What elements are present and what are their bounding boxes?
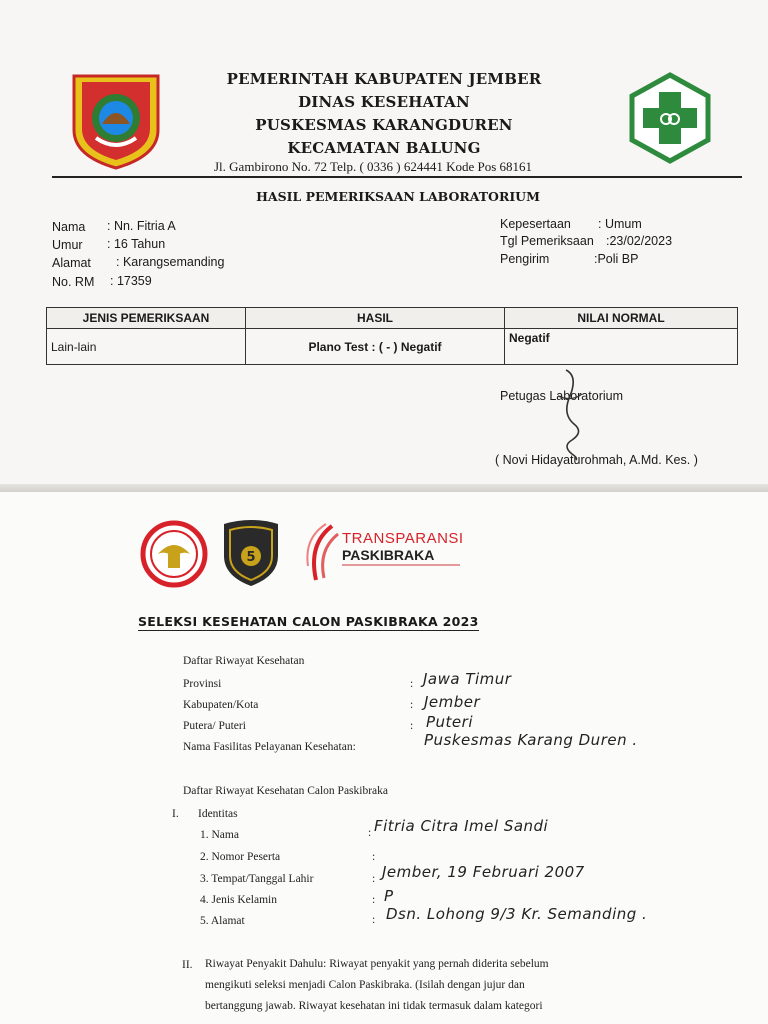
- riwayat-line2: mengikuti seleksi menjadi Calon Paskibraka. (Isilah dengan jujur dan: [205, 979, 525, 991]
- logo-text-paskibraka: PASKIBRAKA: [342, 547, 435, 563]
- nama-colon: :: [368, 827, 372, 839]
- transparansi-swoosh-icon: [302, 522, 340, 584]
- petugas-name: ( Novi Hidayaturohmah, A.Md. Kes. ): [495, 453, 698, 467]
- nama-value: : Nn. Fitria A: [107, 219, 176, 233]
- umur-value: : 16 Tahun: [107, 237, 166, 251]
- table-header-row: [47, 308, 738, 329]
- riwayat-line1: Riwayat Penyakit Dahulu: Riwayat penyakit yang pernah diderita sebelum: [205, 958, 549, 970]
- table-cell: Negatif: [505, 329, 738, 365]
- kepesertaan-label: Kepesertaan: [500, 217, 571, 231]
- form-title: SELEKSI KESEHATAN CALON PASKIBRAKA 2023: [138, 614, 479, 629]
- provinsi-value: Jawa Timur: [423, 670, 512, 688]
- provinsi-label: Provinsi: [183, 678, 222, 690]
- header-line2: DINAS KESEHATAN: [298, 93, 470, 111]
- kabkota-label: Kabupaten/Kota: [183, 699, 259, 711]
- table-header-cell: JENIS PEMERIKSAAN: [47, 308, 246, 329]
- table-row: [47, 329, 738, 365]
- header-line4: KECAMATAN BALUNG: [287, 139, 481, 157]
- umur-label: Umur: [52, 238, 83, 252]
- nama-value: Fitria Citra Imel Sandi: [374, 817, 549, 835]
- logo-text-transparansi: TRANSPARANSI: [342, 530, 464, 547]
- section-a-heading: Daftar Riwayat Kesehatan: [183, 655, 305, 667]
- kabkota-colon: :: [410, 699, 414, 711]
- table-cell: Plano Test : ( - ) Negatif: [246, 329, 505, 365]
- puteri-colon: :: [410, 720, 414, 732]
- provinsi-colon: :: [410, 678, 414, 690]
- norm-label: No. RM: [52, 275, 95, 289]
- table-header-cell: NILAI NORMAL: [505, 308, 738, 329]
- svg-text:5: 5: [246, 550, 256, 565]
- faskes-value: Puskesmas Karang Duren .: [424, 731, 638, 749]
- riwayat-num: II.: [182, 959, 193, 971]
- logo-tagline-line: [342, 564, 460, 566]
- nama-label: Nama: [52, 220, 86, 234]
- nomor-label: 2. Nomor Peserta: [200, 851, 281, 863]
- header-divider: [52, 176, 742, 178]
- garuda-emblem-icon: [138, 520, 210, 588]
- section-b-heading: Daftar Riwayat Kesehatan Calon Paskibraka: [183, 785, 389, 797]
- alamat-value: : Karangsemanding: [116, 255, 225, 269]
- pengirim-value: :Poli BP: [594, 252, 639, 266]
- paskibraka-shield-icon: [220, 518, 282, 588]
- puteri-label: Putera/ Puteri: [183, 720, 246, 732]
- faskes-label: Nama Fasilitas Pelayanan Kesehatan:: [183, 741, 356, 753]
- nama-label: 1. Nama: [200, 829, 239, 841]
- identitas-label: Identitas: [198, 808, 238, 820]
- kabkota-value: Jember: [424, 693, 481, 711]
- pengirim-label: Pengirim: [500, 252, 550, 266]
- kepesertaan-value: : Umum: [598, 217, 642, 231]
- jk-value: P: [384, 887, 394, 905]
- puteri-value: Puteri: [426, 713, 473, 731]
- alamat-label: 5. Alamat: [200, 915, 245, 927]
- tgl-label: Tgl Pemeriksaan: [500, 234, 594, 248]
- jk-label: 4. Jenis Kelamin: [200, 894, 277, 906]
- lab-results-table: [46, 307, 738, 365]
- lab-title: HASIL PEMERIKSAAN LABORATORIUM: [256, 189, 540, 204]
- ttl-colon: :: [372, 873, 376, 885]
- petugas-label: Petugas Laboratorium: [500, 389, 623, 403]
- jk-colon: :: [372, 894, 376, 906]
- alamat-label: Alamat: [52, 256, 91, 270]
- tgl-value: :23/02/2023: [606, 234, 673, 248]
- seleksi-form-page: [0, 492, 768, 1024]
- alamat-colon: :: [372, 914, 376, 926]
- nomor-colon: :: [372, 851, 376, 863]
- signature-icon: [548, 366, 596, 462]
- riwayat-line3: bertanggung jawab. Riwayat kesehatan ini tidak termasuk dalam kategori: [205, 1000, 543, 1012]
- header-address: Jl. Gambirono No. 72 Telp. ( 0336 ) 624441 Kode Pos 68161: [214, 159, 533, 174]
- table-header-cell: HASIL: [246, 308, 505, 329]
- header-line1: PEMERINTAH KABUPATEN JEMBER: [226, 70, 542, 88]
- alamat-value: Dsn. Lohong 9/3 Kr. Semanding .: [386, 905, 648, 923]
- header-line3: PUSKESMAS KARANGDUREN: [255, 116, 513, 134]
- identitas-num: I.: [172, 808, 179, 820]
- norm-value: : 17359: [110, 274, 152, 288]
- table-cell: Lain-lain: [47, 329, 246, 365]
- puskesmas-logo-icon: [626, 72, 714, 164]
- ttl-label: 3. Tempat/Tanggal Lahir: [200, 873, 314, 885]
- ttl-value: Jember, 19 Februari 2007: [382, 863, 585, 881]
